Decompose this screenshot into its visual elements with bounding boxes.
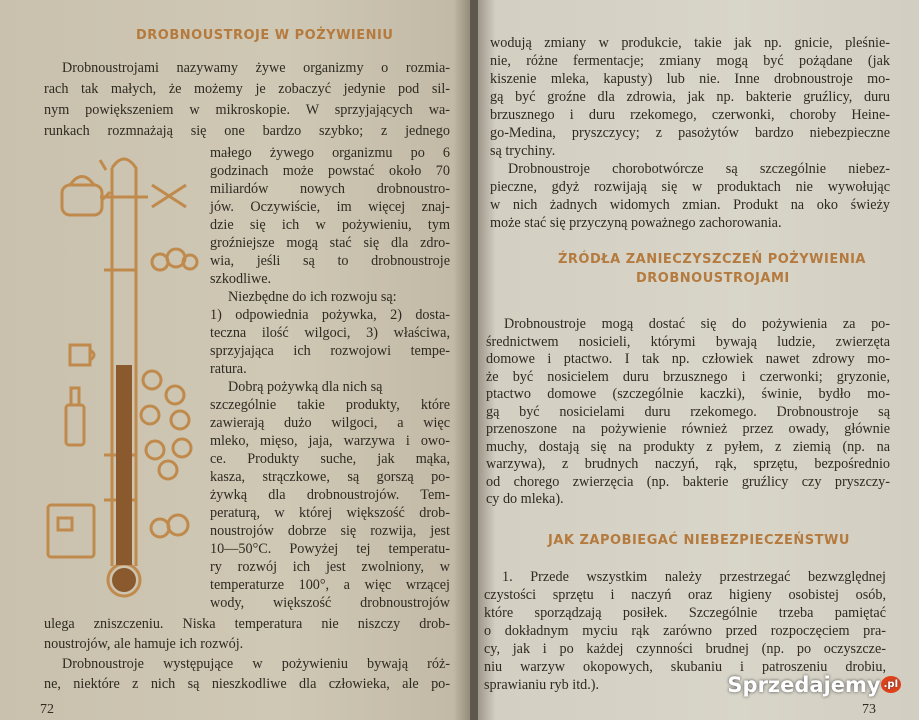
text-line: są trychiny.: [490, 143, 556, 159]
text-line: czystości sprzętu i naczyń oraz higieny osobistej osób,: [484, 587, 886, 603]
text-line: domowe i ptactwo. I tak np. człowiek nawet zdrowy mo-: [486, 351, 890, 367]
text-line: 1) odpowiednia pożywka, 2) dosta-: [210, 307, 450, 323]
text-line: dzie się ich w pożywieniu, tym: [210, 217, 450, 233]
text-line: peraturą, w której większość drob-: [210, 505, 450, 521]
text-line: wia, jeśli są to drobnoustroje: [210, 253, 450, 269]
text-line: niu warzyw okopowych, skubaniu i patroszeniu drobiu,: [484, 659, 886, 675]
text-line: ne, niektóre z nich są nieszkodliwe dla człowieka, ale po-: [44, 676, 450, 692]
paragraph-block: [490, 34, 890, 232]
text-line: o dokładnym myciu rąk zarówno przed rozpoczęciem pra-: [484, 623, 886, 639]
text-line: rach tak małych, że możemy je zobaczyć jedynie pod sil-: [44, 81, 450, 97]
cup-icon: [70, 345, 94, 365]
text-line: godzinach może powstać około 70: [210, 163, 450, 179]
text-line: ce. Produkty suche, jak mąka,: [210, 451, 450, 467]
text-line: kasza, strączkowe, są gorszą po-: [210, 469, 450, 485]
section-heading-cont: DROBNOUSTROJAMI: [636, 271, 790, 286]
text-line: Drobnoustrojami nazywamy żywe organizmy o rozmia-: [62, 60, 450, 76]
text-line: nie, różne fermentacje; zmiany mogą być pożądane (jak: [490, 53, 890, 69]
bottle-icon: [66, 388, 84, 445]
text-line: małego żywego organizmu po 6: [210, 145, 450, 161]
text-line: wody, większość drobnoustrojów: [210, 595, 450, 611]
page-number: 73: [862, 702, 876, 717]
text-line: runkach rozmnażają się one bardzo szybko; z jednego: [44, 123, 450, 139]
text-line: jów. Oczywiście, im więcej znaj-: [210, 199, 450, 215]
text-line: warzywa), z brudnych naczyń, rąk, sprzętu, bezpośrednio: [486, 456, 890, 472]
text-line: ratura.: [210, 361, 247, 377]
fridge-icon: [48, 505, 94, 557]
text-line: Niezbędne do ich rozwoju są:: [228, 289, 397, 305]
text-line: brzusznego i duru rzekomego, czerwonki, choroby Heine-: [490, 107, 890, 123]
microbes-small-icon: [151, 515, 188, 537]
text-line: Drobnoustroje chorobotwórcze są szczególnie niebez-: [508, 161, 890, 177]
text-line: Dobrą pożywką dla nich są: [228, 379, 383, 395]
text-line: noustrojów dobrze się rozwija, jest: [210, 523, 450, 539]
text-line: 10—50°C. Powyżej tej temperatu-: [210, 541, 450, 557]
text-line: sprawianiu ryb itd.).: [484, 677, 600, 693]
text-line: Drobnoustroje mogą dostać się do pożywienia za po-: [504, 316, 890, 332]
text-line: mleko, mięso, jaja, warzywa i owo-: [210, 433, 450, 449]
text-line: miliardów nowych drobnoustro-: [210, 181, 450, 197]
text-line: pieczne, gdyż rozwijają się w produktach nie wywołując: [490, 179, 890, 195]
text-line: temperaturze 100°, a więc wrzącej: [210, 577, 450, 593]
text-line: Drobnoustroje występujące w pożywieniu bywają róż-: [62, 656, 450, 672]
text-line: szczególnie takie produkty, które: [210, 397, 450, 413]
text-line: groźniejsze mogą stać się dla zdro-: [210, 235, 450, 251]
text-line: w nich żadnych widomych zmian. Produkt na oko świeży: [490, 197, 890, 213]
text-line: ry rozwój ich jest zwolniony, w: [210, 559, 450, 575]
microbes-icon: [152, 249, 197, 270]
mercury-column: [116, 365, 132, 565]
text-line: cy do mleka).: [486, 491, 564, 507]
text-line: cy, jak i po każdej czynności brudnej (np. po oczyszcze-: [484, 641, 886, 657]
text-line: od chorego zwierzęcia (np. bakterie gruźlicy czy pryszczy-: [486, 473, 890, 490]
text-line: kiszenie mleka, kapusty) lub nie. Inne drobnoustroje mo-: [490, 71, 890, 87]
text-line: że być nosicielem duru brzusznego i czerwonki; gryzonie,: [486, 368, 890, 385]
text-line: żywką dla drobnoustrojów. Tem-: [210, 487, 450, 503]
text-line: go-Medina, pryszczycy; z pasożytów bardzo niebezpieczne: [490, 125, 890, 141]
section-heading: ŹRÓDŁA ZANIECZYSZCZEŃ POŻYWIENIA: [558, 252, 866, 267]
text-line: zawierają dużo wilgoci, a więc: [210, 415, 450, 431]
right-page: [478, 0, 919, 720]
kettle-icon: [62, 160, 110, 215]
text-line: noustrojów, ale hamuje ich rozwój.: [44, 636, 244, 652]
text-line: szkodliwe.: [210, 271, 272, 287]
text-line: sprzyjająca ich rozwojowi tempe-: [210, 343, 450, 359]
text-line: gą być nosicielami duru rzekomego. Drobnoustroje są: [486, 403, 890, 420]
section-heading: JAK ZAPOBIEGAĆ NIEBEZPIECZEŃSTWU: [548, 533, 850, 548]
paragraph-block: [486, 316, 890, 509]
text-line: przenoszone na pożywienie również przez owady, głównie: [486, 421, 890, 437]
text-line: średnictwem nosicieli, którymi bywają ludzie, zwierzęta: [486, 333, 890, 350]
text-line: ulega zniszczeniu. Niska temperatura nie niszczy drob-: [44, 616, 450, 632]
text-line: może stać się przyczyną poważnego zachorowania.: [490, 215, 782, 231]
text-line: teczna ilość wilgoci, 3) właściwa,: [210, 325, 450, 341]
microbes-cluster-icon: [141, 371, 191, 479]
text-line: muchy, dostają się na produkty z pyłem, z ziemią (np. na: [486, 438, 890, 455]
text-line: 1. Przede wszystkim należy przestrzegać bezwzględnej: [502, 569, 886, 585]
page-number: 72: [40, 702, 54, 717]
text-line: które sporządzają posiłek. Szczególnie trzeba pamiętać: [484, 605, 886, 621]
watermark-logo: Sprzedajemy $^{.pl}$: [727, 672, 901, 698]
text-line: ptactwo domowe (szczególnie kaczki), świnie, bydło mo-: [486, 386, 890, 402]
text-line: wodują zmiany w produkcie, takie jak np. gnicie, pleśnie-: [490, 35, 890, 51]
page-title: DROBNOUSTROJE W POŻYWIENIU: [136, 28, 394, 43]
text-line: gą być groźne dla zdrowia, jak np. bakterie gruźlicy, duru: [490, 89, 890, 105]
cross-icon: [152, 185, 186, 207]
text-line: nym powiększeniem w mikroskopie. W sprzyjających wa-: [44, 102, 450, 118]
